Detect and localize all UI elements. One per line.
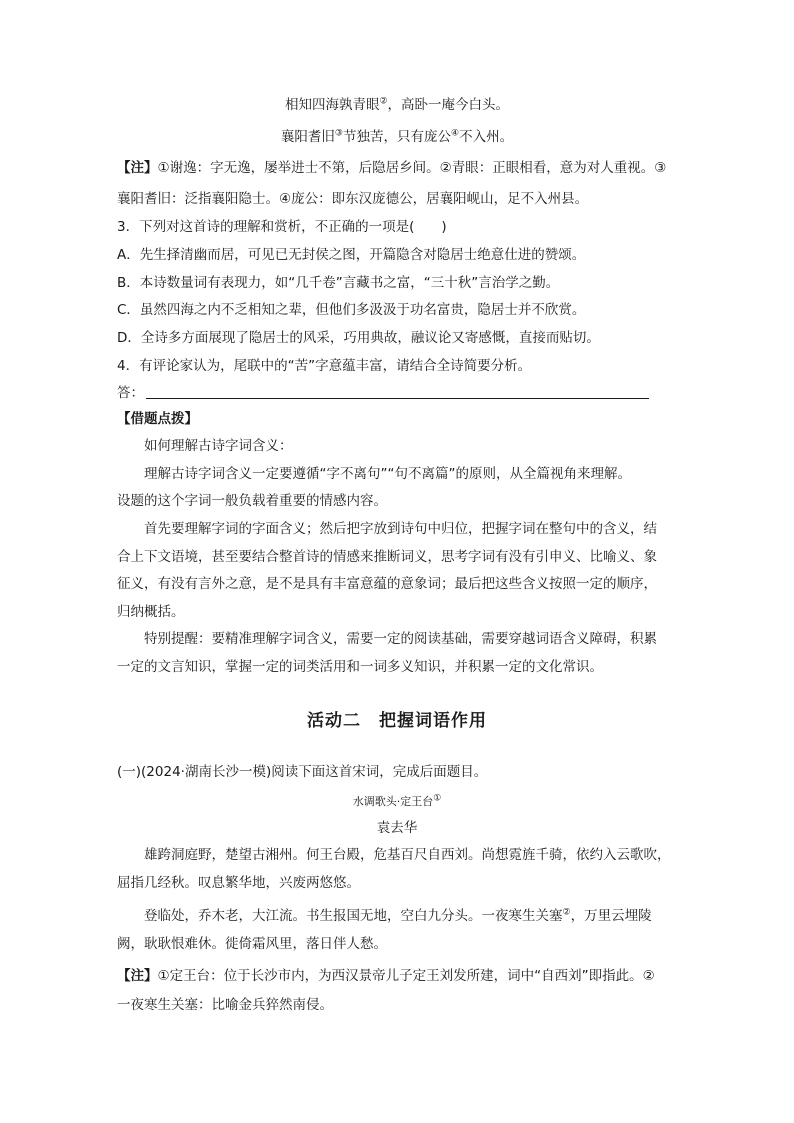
notes-1-text-1: ①谢逸：字无逸，屡举进士不第，后隐居乡间。②青眼：正眼相看，意为对人重视。③ xyxy=(157,160,667,176)
poem-2-author: 袁去华 xyxy=(376,820,418,836)
note-ref-4: ④ xyxy=(451,128,460,139)
notes-2-label: 【注】 xyxy=(117,968,158,984)
poem-2-title-text: 水调歌头·定王台 xyxy=(352,795,434,808)
notes-label: 【注】 xyxy=(117,160,158,176)
notes-1-row-1 xyxy=(117,158,666,178)
tips-paragraph-2a: 理解古诗字词含义一定要遵循“字不离句”“句不离篇”的原则，从全篇视角来理解。 xyxy=(144,466,631,482)
part-1-intro: (一)(2024·湖南长沙一模)阅读下面这首宋词，完成后面题目。 xyxy=(117,764,488,780)
poem-2-stanza-2a-text: 登临处，乔木老，大江流。书生报国无地，空白九分头。一夜寒生关塞 xyxy=(144,908,563,924)
tips-paragraph-4b: 一定的文言知识，掌握一定的词类活用和一词多义知识，并积累一定的文化常识。 xyxy=(117,659,603,675)
poem-2-stanza-2a xyxy=(144,906,652,926)
notes-2-row-1 xyxy=(117,966,655,986)
poem-line-1 xyxy=(0,95,794,115)
poem-line-1-text: 相知四海孰青眼 xyxy=(284,97,380,113)
poem-line-2 xyxy=(0,127,794,147)
tips-label: 【借题点拨】 xyxy=(117,411,198,427)
tips-paragraph-3a: 首先要理解字词的字面含义；然后把字放到诗句中归位，把握字词在整句中的含义，结 xyxy=(144,521,657,537)
poem-line-2-a: 襄阳耆旧 xyxy=(280,129,335,145)
section-title: 活动二 把握词语作用 xyxy=(307,711,487,731)
question-3-option-b: B．本诗数量词有表现力，如“几千卷”言藏书之富，“三十秋”言治学之勤。 xyxy=(117,275,560,291)
tips-paragraph-4a: 特别提醒：要精准理解字词含义，需要一定的阅读基础，需要穿越词语含义障碍，积累 xyxy=(144,631,657,647)
poem-2-stanza-1a: 雄跨洞庭野，楚望古湘州。何王台殿，危基百尺自西刘。尚想霓旌千骑，依约入云歌吹， xyxy=(144,847,671,863)
note-ref-2: ② xyxy=(379,96,388,107)
question-3-option-a: A．先生择清幽而居，可见已无封侯之图，开篇隐含对隐居士绝意仕进的赞颂。 xyxy=(117,247,586,263)
poem-2-title xyxy=(0,792,794,812)
notes-1-row-2: 襄阳耆旧：泛指襄阳隐士。④庞公：即东汉庞德公，居襄阳岘山，足不入州县。 xyxy=(117,191,589,207)
note-ref-1: ① xyxy=(433,793,442,804)
poem-2-stanza-2b: 阙，耿耿恨难休。徙倚霜风里，落日伴人愁。 xyxy=(117,936,387,952)
poem-2-stanza-1b: 屈指几经秋。叹息繁华地，兴废两悠悠。 xyxy=(117,875,360,891)
answer-label: 答： xyxy=(117,385,144,401)
poem-2-stanza-2a-end: ，万里云埋陵 xyxy=(570,908,652,924)
tips-paragraph-3c: 征义，有没有言外之意，是不是具有丰富意蕴的意象词；最后把这些含义按照一定的顺序， xyxy=(117,576,657,592)
poem-line-1-end: ，高卧一庵今白头。 xyxy=(387,97,510,113)
note-ref-3: ③ xyxy=(334,128,343,139)
poem-line-2-b: 节独苦，只有庞公 xyxy=(343,129,451,145)
tips-paragraph-2b: 设题的这个字词一般负载着重要的情感内容。 xyxy=(117,493,387,509)
answer-line[interactable] xyxy=(146,398,649,399)
question-3-option-c: C．虽然四海之内不乏相知之辈，但他们多汲汲于功名富贵，隐居士并不欣赏。 xyxy=(117,302,586,318)
tips-paragraph-1: 如何理解古诗字词含义： xyxy=(144,438,293,454)
tips-paragraph-3d: 归纳概括。 xyxy=(117,604,185,620)
question-3-option-d: D．全诗多方面展现了隐居士的风采，巧用典故，融议论又寄感慨，直接而贴切。 xyxy=(117,330,600,346)
note-ref-2b: ② xyxy=(562,907,571,918)
notes-2-row-2: 一夜寒生关塞：比喻金兵猝然南侵。 xyxy=(117,997,333,1013)
tips-paragraph-3b: 合上下文语境，甚至要结合整首诗的情感来推断词义，思考字词有没有引申义、比喻义、象 xyxy=(117,549,657,565)
question-4-stem: 4．有评论家认为，尾联中的“苦”字意蕴丰富，请结合全诗简要分析。 xyxy=(117,358,532,374)
question-3-stem: 3．下列对这首诗的理解和赏析，不正确的一项是( ) xyxy=(117,219,447,235)
notes-2-text-1: ①定王台：位于长沙市内，为西汉景帝儿子定王刘发所建，词中“自西刘”即指此。② xyxy=(157,968,655,984)
poem-line-2-c: 不入州。 xyxy=(459,129,514,145)
